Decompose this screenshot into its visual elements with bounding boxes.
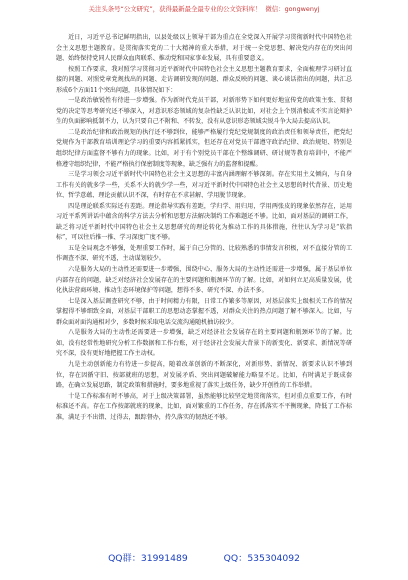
page-header: [0, 5, 408, 13]
paragraph: 八是服务大局的主动性还需要进一步增强，缺乏对经济社会发展存在的主要问题和瓶颈环节的了解。比如，没有经常性地研究分析工作数据和工作台账，对于经济社会发展大背景下的新变化、新要求、新情况等研究不深，没有更好地把握工作主动权。: [56, 329, 352, 358]
paragraph: 三是学习领会习近平新时代中国特色社会主义思想的丰富内涵理解不够深刻。存在实用主义倾向，与自身工作有关的就多学一些，关系不大的就少学一些，对习近平新时代中国特色社会主义思想的时代背景、历史地位、哲学意蕴、理论贡献认识不深，有时存在不求甚解、学用脱节现象。: [56, 171, 352, 200]
document-body: [56, 33, 352, 423]
paragraph: 五是全局观念不够强，处理重要工作时，属于自己分管的、比较熟悉的事情发言积极，对不直接分管的工作调查不深、研究不透，主动谋划较少。: [56, 244, 352, 263]
paragraph: 二是政治纪律和政治规矩的执行还不够到位，能够严格履行党纪党规制度的政治责任和领导责任，把党纪党规作为干部教育培训理论学习的重要内容抓紧抓实，但还存在对党员干部遵守政治纪律、政治规矩、特别是组织纪律方面监督不够有力的现象。比如，对于有个别党员干部在个整维调研、研讨规等教育培训中，不能严格遵守组织纪律，不能严格执行保密制度等现象，缺乏强有力的监督和提醒。: [56, 128, 352, 168]
paragraph: 九是主动创新能力有待进一步提高，随着改革创新的不断深化，对新形势、新情况、新要求认识不够到位，存在因循守旧、按部就班的思想，对发展矛盾、突出问题破解能力略显不足。比如，有时满足于既成套路，在确立发展思路，制定政策和措施时，要多地重视了落实上级任务，缺少开创性的工作举措。: [56, 360, 352, 390]
paragraph: 一是政治敏锐性有待进一步增强。作为新时代党员干部，对新形势下如何更好地宣传党的政策主张、贯彻党的决定等思考研究还不够深入，对意识形态领域的复杂性缺乏认识比如，对社会上个别消极或不实言论辩护生的负面影响抵制不力，认为只要自己不附和、不转发，没有从意识形态领域尖锐斗争大局去提高认识。: [56, 97, 352, 126]
paragraph: 十是工作标准有时不够高，对于上级决策部署，虽然能够比较坚定地贯彻落实，但对重点重要工作，有时标准还不高。存在工作按部就班的现象，比如，面对繁重的工作任务，存在抓落实不平衡现象，降低了工作标准，满足于不出错、过得去，跟踪督办，持久落实的韧劲还不够。: [56, 392, 352, 421]
footer-qq: QQ：535304092: [223, 553, 300, 564]
paragraph: 按照工作要求，我对照学习贯彻习近平新时代中国特色社会主义思想主题教育要求，全面梳理学习研讨直接的问题、对照党章党规找出的问题、走访调研发现的问题、群众反映的问题、谈心谈话指出的问题，共汇总形成6个方面11个突出问题，具体情况如下：: [56, 65, 352, 94]
footer-qq-group: QQ群：31991489: [108, 553, 188, 564]
paragraph: 七是深入基层调查研究不够，由于时间精力有限，日常工作繁多等原因，对基层落实上级相关工作的情况掌握得不够细致全面，对基层干部职工的思想动态掌握不透，对群众关注的热点问题了解不够深入。比如，与群众面对面沟通相对少，多数时候采取电话交流沟通随机抽访较少。: [56, 297, 352, 326]
page-footer: [0, 553, 408, 565]
paragraph: 四是理论联系实际还有差距。理论指导实践有差距，学归学、用归用，学用两张皮的现象依然存在，运用习近平系列讲话中蕴含的科学方法去分析和思想方法解决制约工作难题还不够。比如，面对基层的调研工作，缺乏将习近平新时代中国特色社会主义思想研究的理论转化为推动工作的具体措施，往往认为学习是“软指标”，可以往后推一推、学习深度广度不够。: [56, 202, 352, 242]
header-contact: 微信：gongwenyj: [265, 5, 320, 13]
header-banner: [0, 5, 408, 13]
header-promo-text: 关注头条号“公文研究”，获得最新最全最专业的公文资料库！: [88, 5, 262, 13]
paragraph: 六是服务大局的主动性还需要进一步增强，围绕中心、服务大局的主动性还需进一步增强，属于基层单位内部存在的问题，缺乏对经济社会发展存在的主要问题和瓶颈环节的了解。比如，对如何立足高质量发展，优化执法营商环境、推动生态环境保护等问题，想得不多、研究不深、办法不多。: [56, 266, 352, 295]
paragraph: 近日，习近平总书记鲜明指出，以县处级以上领导干部为重点在全党深入开展学习贯彻新时代中国特色社会主义思想主题教育。是贯彻落实党的二十大精神的重大举措，对于统一全党思想、解决党内存在的突出问题、始终保持党同人民群众血肉联系、推动党和国家事业发展，具有重要意义。: [56, 34, 352, 63]
